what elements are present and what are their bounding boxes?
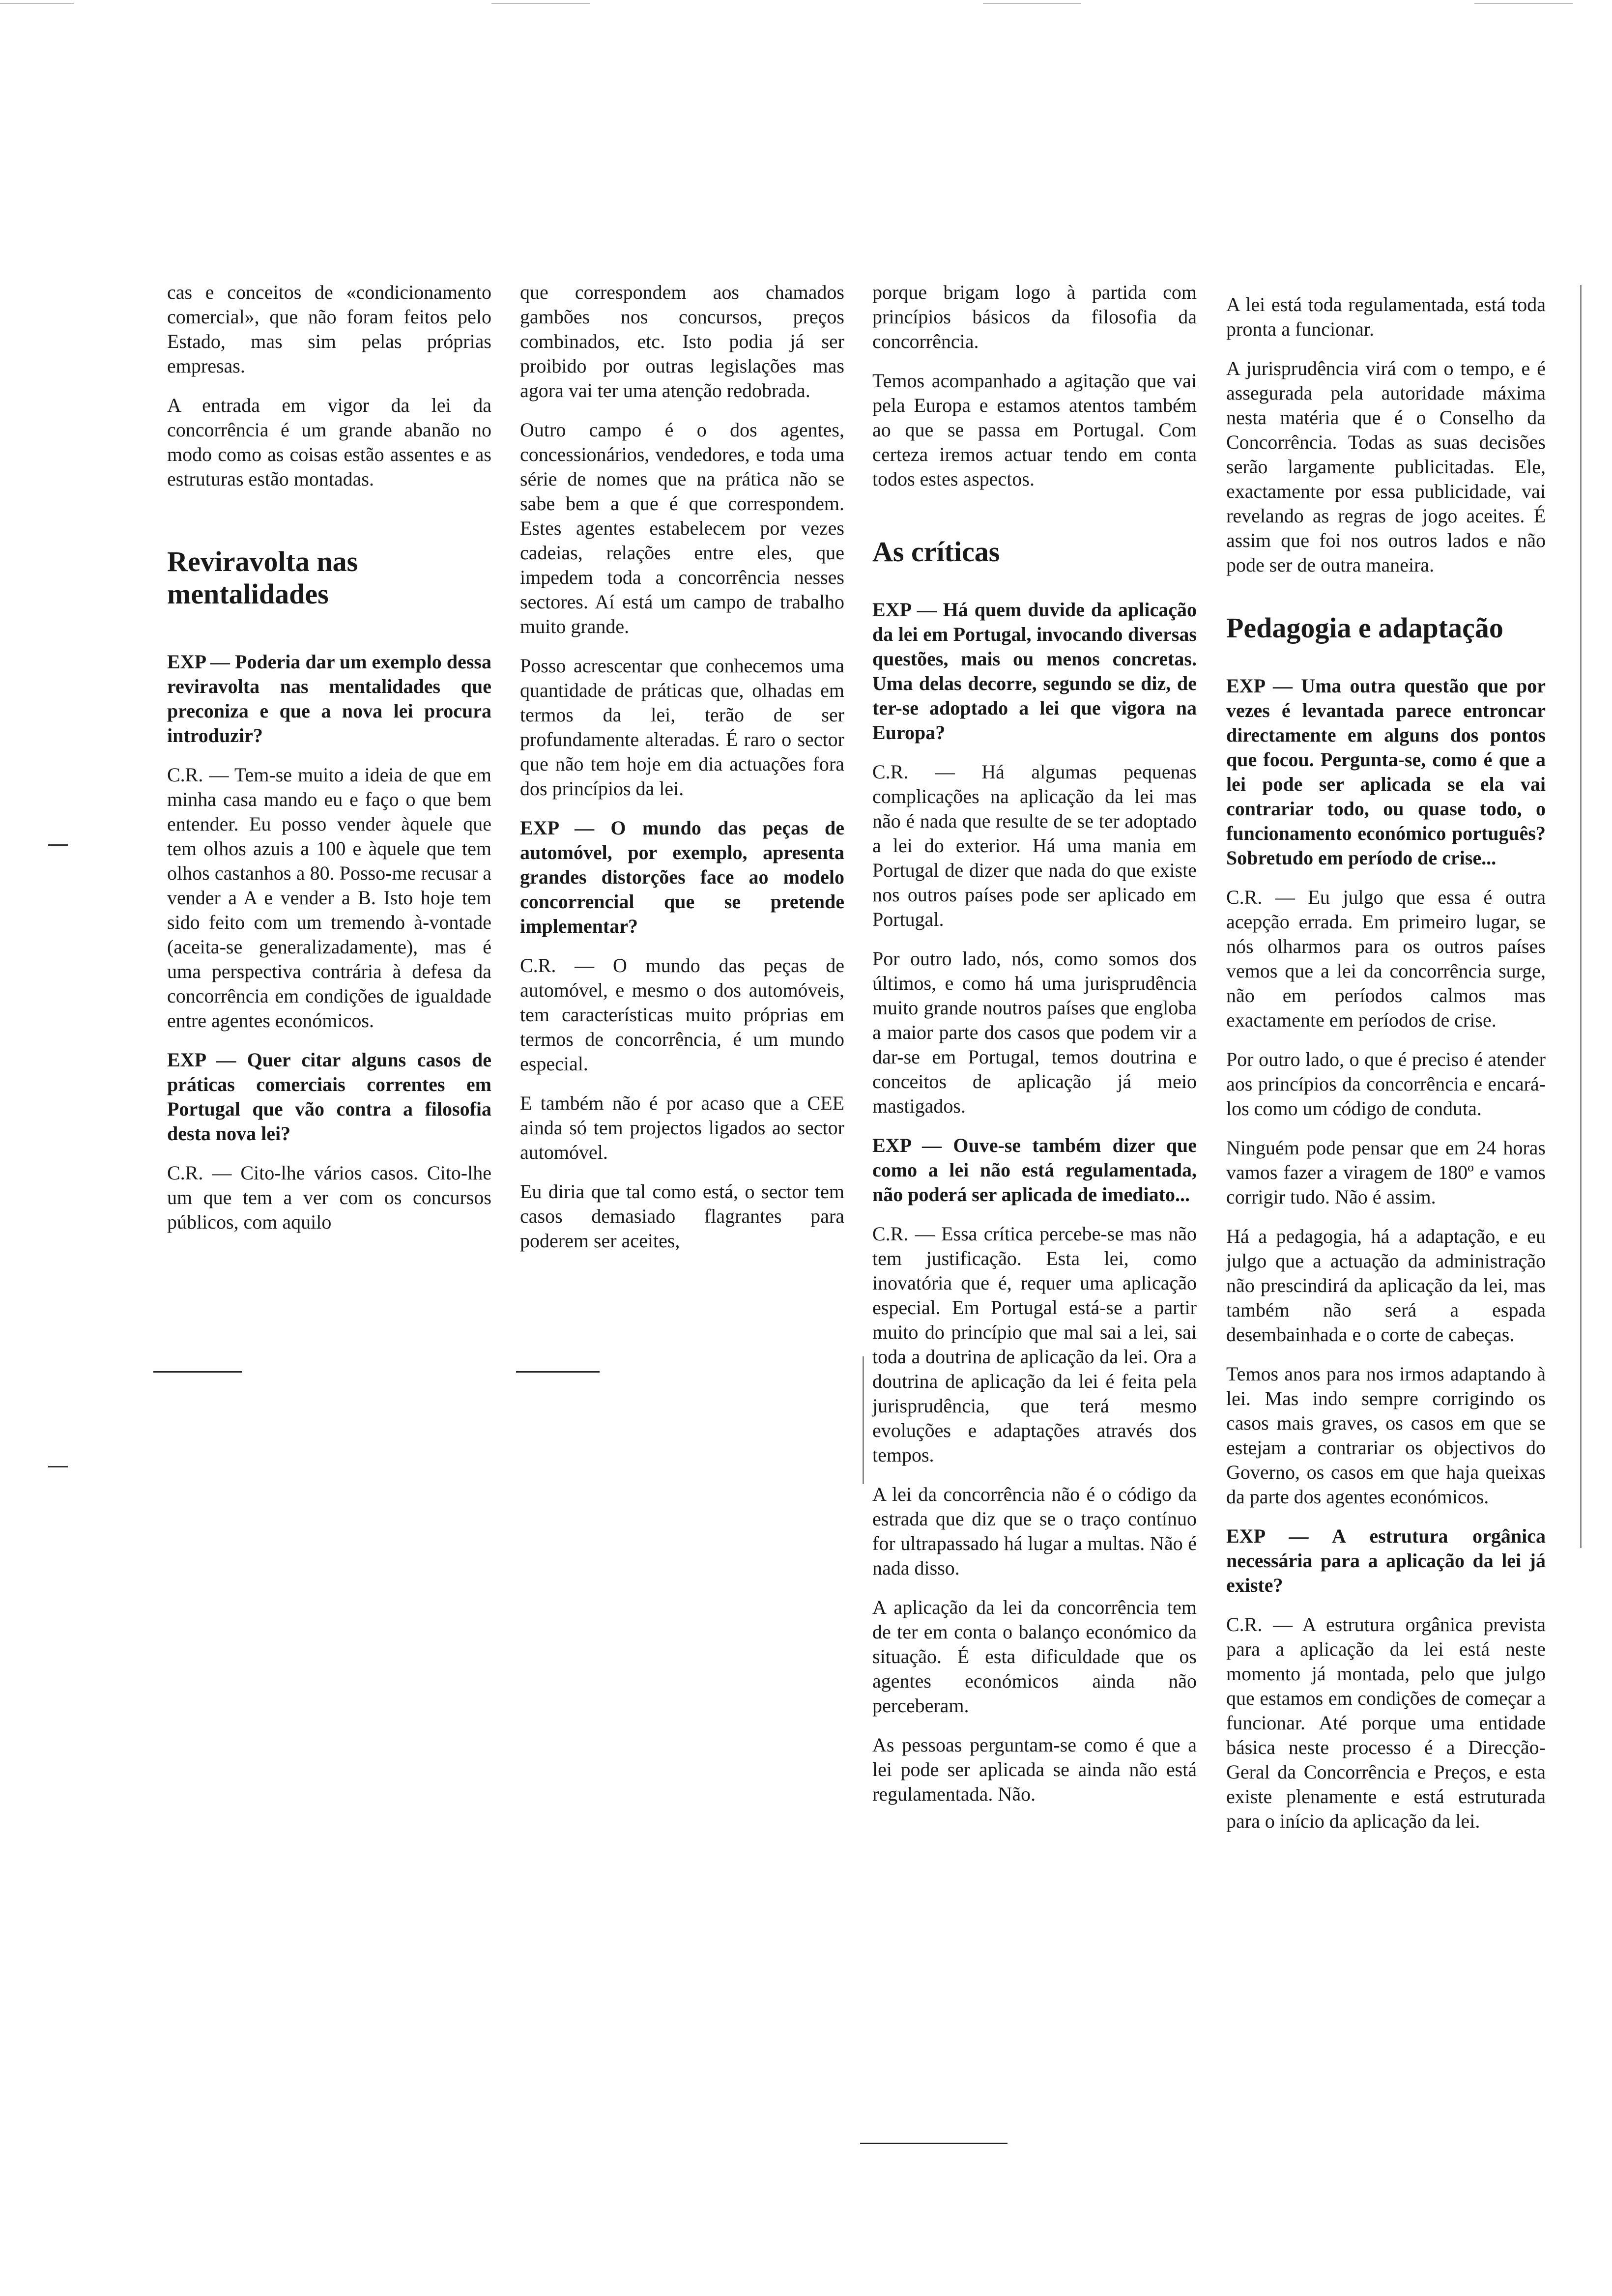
column-margin-bar (863, 1356, 864, 1484)
paragraph: A entrada em vigor da lei da concorrência é um grande abanão no modo como as coisas estão assentes e as estruturas estão montadas. (167, 394, 491, 490)
paragraph: Temos acompanhado a agitação que vai pela Europa e estamos atentos também ao que se passa em Portugal. Com certeza iremos actuar tendo em conta todos estes aspectos. (872, 370, 1197, 490)
paragraph: A lei está toda regulamentada, está toda pronta a funcionar. (1226, 293, 1546, 340)
interview-question: EXP — Quer citar alguns casos de práticas comerciais correntes em Portugal que vão contra a filosofia desta nova lei? (167, 1049, 491, 1145)
paragraph: Outro campo é o dos agentes, concessionários, vendedores, e toda uma série de nomes que na prática não se sabe bem a que é que correspondem. Estes agentes estabelecem por vezes cadeias, relações entre eles, que impedem toda a concorrência nesses sectores. Aí está um campo de trabalho muito grande. (520, 419, 844, 637)
section-heading: Reviravolta nas mentalidades (167, 545, 358, 610)
column-end-rule (516, 1371, 600, 1373)
scan-edge-line (0, 3, 74, 4)
interview-answer: C.R. — Tem-se muito a ideia de que em minha casa mando eu e faço o que bem entender. Eu posso vender àquele que tem olhos azuis a 100 e àquele que tem olhos castanhos a 80. Posso-me recusar a vender a A e vender a B. Isto hoje tem sido feito com um tremendo à-vontade (aceita-se generalizadamente), mas é uma perspectiva contrária à defesa da concorrência em condições de igualdade entre agentes económicos. (167, 764, 491, 1032)
paragraph: A aplicação da lei da concorrência tem de ter em conta o balanço económico da situação. É esta dificuldade que os agentes económicos ainda não perceberam. (872, 1596, 1197, 1717)
interview-answer: C.R. — A estrutura orgânica prevista para a aplicação da lei está neste momento já montada, pelo que julgo que estamos em condições de começar a funcionar. Até porque uma entidade básica neste processo é a Direcção-Geral da Concorrência e Preços, e esta existe plenamente e está estruturada para o início da aplicação da lei. (1226, 1613, 1546, 1832)
scan-edge-line (1474, 3, 1573, 4)
column-4 (1226, 292, 1546, 1848)
paragraph: que correspondem aos chamados gambões nos concursos, preços combinados, etc. Isto podia já ser proibido por outras legislações mas agora vai ter uma atenção redobrada. (520, 281, 844, 402)
interview-answer: C.R. — Eu julgo que essa é outra acepção errada. Em primeiro lugar, se nós olharmos para os outros países vemos que a lei da concorrência surge, não em períodos calmos mas exactamente em períodos de crise. (1226, 886, 1546, 1031)
paragraph: A jurisprudência virá com o tempo, e é assegurada pela autoridade máxima nesta matéria que é o Conselho da Concorrência. Todas as suas decisões serão largamente publicitadas. Ele, exactamente por essa publicidade, vai revelando as regras de jogo aceites. É assim que foi nos outros lados e não pode ser de outra maneira. (1226, 357, 1546, 576)
interview-question: EXP — Há quem duvide da aplicação da lei em Portugal, invocando diversas questões, mais ou menos concretas. Uma delas decorre, segundo se diz, de ter-se adoptado a lei que vigora na Europa? (872, 599, 1197, 744)
paragraph: As pessoas perguntam-se como é que a lei pode ser aplicada se ainda não está regulamentada. Não. (872, 1734, 1197, 1805)
paragraph: Por outro lado, nós, como somos dos últimos, e como há uma jurisprudência muito grande noutros países que engloba a maior parte dos casos que podem vir a dar-se em Portugal, temos doutrina e conceitos de aplicação já meio mastigados. (872, 947, 1197, 1117)
interview-answer: C.R. — Cito-lhe vários casos. Cito-lhe um que tem a ver com os concursos públicos, com aquilo (167, 1162, 491, 1233)
page-margin-bar (1580, 285, 1582, 1548)
interview-question: EXP — Ouve-se também dizer que como a lei não está regulamentada, não poderá ser aplicada de imediato... (872, 1134, 1197, 1205)
scan-edge-line (491, 3, 590, 4)
paragraph: Por outro lado, o que é preciso é atender aos princípios da concorrência e encará-los como um código de conduta. (1226, 1048, 1546, 1119)
paragraph: porque brigam logo à partida com princípios básicos da filosofia da concorrência. (872, 281, 1197, 352)
paragraph: Eu diria que tal como está, o sector tem casos demasiado flagrantes para poderem ser aceites, (520, 1180, 844, 1252)
paragraph: Há a pedagogia, há a adaptação, e eu julgo que a actuação da administração não prescindirá da aplicação da lei, mas também não será a espada desembainhada e o corte de cabeças. (1226, 1225, 1546, 1346)
interview-answer: C.R. — Há algumas pequenas complicações na aplicação da lei mas não é nada que resulte de se ter adoptado a lei do exterior. Há uma mania em Portugal de dizer que nada do que existe nos outros países pode ser aplicado em Portugal. (872, 761, 1197, 930)
section-heading: Pedagogia e adaptação (1226, 612, 1503, 644)
section-heading: As críticas (872, 536, 1000, 568)
interview-answer: C.R. — O mundo das peças de automóvel, e mesmo o dos automóveis, tem características muito próprias em termos de concorrência, é um mundo especial. (520, 954, 844, 1075)
interview-question: EXP — Uma outra questão que por vezes é levantada parece entroncar directamente em alguns dos pontos que focou. Pergunta-se, como é que a lei pode ser aplicada se ela vai contrariar todo, ou quase todo, o funcionamento económico português? Sobretudo em período de crise... (1226, 675, 1546, 869)
column-end-rule (153, 1371, 242, 1373)
paragraph: A lei da concorrência não é o código da estrada que diz que se o traço contínuo for ultrapassado há lugar a multas. Não é nada disso. (872, 1483, 1197, 1579)
paragraph: Posso acrescentar que conhecemos uma quantidade de práticas que, olhadas em termos da lei, terão de ser profundamente alteradas. É raro o sector que não tem hoje em dia actuações fora dos princípios da lei. (520, 655, 844, 800)
column-end-rule (860, 2143, 1008, 2144)
paragraph: cas e conceitos de «condicionamento comercial», que não foram feitos pelo Estado, mas sim pelas próprias empresas. (167, 281, 491, 377)
column-2 (520, 280, 844, 1268)
column-1 (167, 280, 491, 1249)
scan-edge-line (983, 3, 1081, 4)
paragraph: Ninguém pode pensar que em 24 horas vamos fazer a viragem de 180º e vamos corrigir tudo. Não é assim. (1226, 1137, 1546, 1208)
interview-answer: C.R. — Essa crítica percebe-se mas não tem justificação. Esta lei, como inovatória que é, requer uma aplicação especial. Em Portugal está-se a partir muito do princípio que mal sai a lei, sai toda a doutrina de aplicação da lei. Ora a doutrina de aplicação da lei é feita pela jurisprudência, que terá mesmo evoluções e adaptações através dos tempos. (872, 1223, 1197, 1466)
paragraph: E também não é por acaso que a CEE ainda só tem projectos ligados ao sector automóvel. (520, 1092, 844, 1163)
margin-mark (48, 1466, 68, 1467)
column-3 (872, 280, 1197, 1821)
interview-question: EXP — Poderia dar um exemplo dessa reviravolta nas mentalidades que preconiza e que a nova lei procura introduzir? (167, 651, 491, 746)
paragraph: Temos anos para nos irmos adaptando à lei. Mas indo sempre corrigindo os casos mais graves, os casos em que se estejam a contrariar os objectivos do Governo, os casos em que haja queixas da parte dos agentes económicos. (1226, 1363, 1546, 1508)
interview-question: EXP — A estrutura orgânica necessária para a aplicação da lei já existe? (1226, 1525, 1546, 1596)
interview-question: EXP — O mundo das peças de automóvel, por exemplo, apresenta grandes distorções face ao modelo concorrencial que se pretende implementar? (520, 817, 844, 937)
margin-mark (48, 844, 68, 846)
